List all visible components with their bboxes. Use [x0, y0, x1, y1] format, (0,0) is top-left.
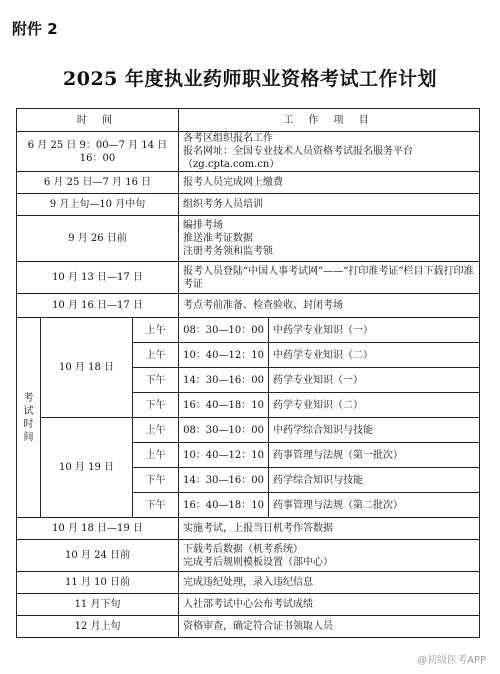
exam-session-row	[17, 318, 480, 343]
row-task	[179, 132, 480, 172]
table-header-row	[17, 109, 480, 132]
table-row	[17, 540, 480, 572]
row-time: 9 月上旬—10 月中旬	[17, 194, 179, 216]
attachment-label: 附件 2	[12, 20, 58, 38]
session-clock: 14：30—16：00	[179, 468, 269, 493]
table-row	[17, 194, 480, 216]
session-ampm: 下午	[133, 393, 179, 418]
row-time: 11 月 10 日前	[17, 572, 179, 594]
exam-session-row	[17, 418, 480, 443]
row-task: 组织考务人员培训	[179, 194, 480, 216]
row-time: 6 月 25 日 9：00—7 月 14 日 16：00	[17, 132, 179, 172]
header-task: 工 作 项 目	[179, 109, 480, 132]
exam-time-text: 考试时间	[23, 392, 34, 443]
row-time: 10 月 16 日—17 日	[17, 294, 179, 318]
task-line: 完成考后规则模板设置（部中心）	[183, 556, 334, 568]
session-ampm: 下午	[133, 468, 179, 493]
session-subject: 药学综合知识与技能	[269, 468, 480, 493]
watermark: @初级医考APP	[417, 655, 486, 666]
row-task: 考点考前准备、检查验收、封闭考场	[179, 294, 480, 318]
row-task	[179, 540, 480, 572]
table-row	[17, 294, 480, 318]
session-subject: 中药学综合知识与技能	[269, 418, 480, 443]
table-row	[17, 262, 480, 294]
session-ampm: 上午	[133, 318, 179, 343]
row-time: 10 月 24 日前	[17, 540, 179, 572]
session-clock: 16：40—18：10	[179, 493, 269, 518]
session-subject: 药事管理与法规（第一批次）	[269, 443, 480, 468]
row-task: 完成违纪处理，录入违纪信息	[179, 572, 480, 594]
row-task: 资格审查，确定符合证书领取人员	[179, 616, 480, 638]
task-line: 下载考后数据（机考系统）	[183, 543, 304, 555]
session-subject: 药事管理与法规（第二批次）	[269, 493, 480, 518]
row-time: 12 月上旬	[17, 616, 179, 638]
task-line: 注册考务领和监考锁	[183, 246, 274, 257]
table-row	[17, 518, 480, 540]
table-row	[17, 132, 480, 172]
task-line: 报名网址：全国专业技术人员资格考试报名服务平台（zg.cpta.com.cn）	[183, 146, 414, 170]
session-ampm: 下午	[133, 493, 179, 518]
exam-date: 10 月 18 日	[41, 318, 133, 418]
session-subject: 药学专业知识（一）	[269, 368, 480, 393]
session-ampm: 下午	[133, 368, 179, 393]
exam-date: 10 月 19 日	[41, 418, 133, 518]
row-time: 10 月 18 日—19 日	[17, 518, 179, 540]
row-time: 6 月 25 日—7 月 16 日	[17, 172, 179, 194]
row-time: 11 月下旬	[17, 594, 179, 616]
task-line: 各考区组织报名工作	[183, 133, 274, 144]
row-time: 9 月 26 日前	[17, 216, 179, 262]
schedule-table	[16, 108, 480, 638]
exam-time-label	[17, 318, 41, 518]
session-clock: 08：30—10：00	[179, 318, 269, 343]
row-task: 实施考试，上报当日机考作答数据	[179, 518, 480, 540]
table-row	[17, 616, 480, 638]
session-clock: 16：40—18：10	[179, 393, 269, 418]
table-row	[17, 594, 480, 616]
session-clock: 14：30—16：00	[179, 368, 269, 393]
table-row	[17, 216, 480, 262]
session-subject: 中药学专业知识（二）	[269, 343, 480, 368]
session-clock: 10：40—12：10	[179, 343, 269, 368]
row-task: 人社部考试中心公布考试成绩	[179, 594, 480, 616]
session-ampm: 上午	[133, 343, 179, 368]
row-task: 报考人员登陆“中国人事考试网”——“打印准考证”栏目下载打印准考证	[179, 262, 480, 294]
task-line: 推送准考证数据	[183, 233, 254, 244]
header-time: 时 间	[17, 109, 179, 132]
table-row	[17, 172, 480, 194]
session-clock: 08：30—10：00	[179, 418, 269, 443]
session-subject: 中药学专业知识（一）	[269, 318, 480, 343]
row-task	[179, 216, 480, 262]
row-task: 报考人员完成网上缴费	[179, 172, 480, 194]
document-title: 2025 年度执业药师职业资格考试工作计划	[63, 68, 437, 90]
session-clock: 10：40—12：10	[179, 443, 269, 468]
session-ampm: 上午	[133, 418, 179, 443]
session-subject: 药学专业知识（二）	[269, 393, 480, 418]
table-row	[17, 572, 480, 594]
task-line: 编排考场	[183, 220, 224, 231]
session-ampm: 上午	[133, 443, 179, 468]
row-time: 10 月 13 日—17 日	[17, 262, 179, 294]
